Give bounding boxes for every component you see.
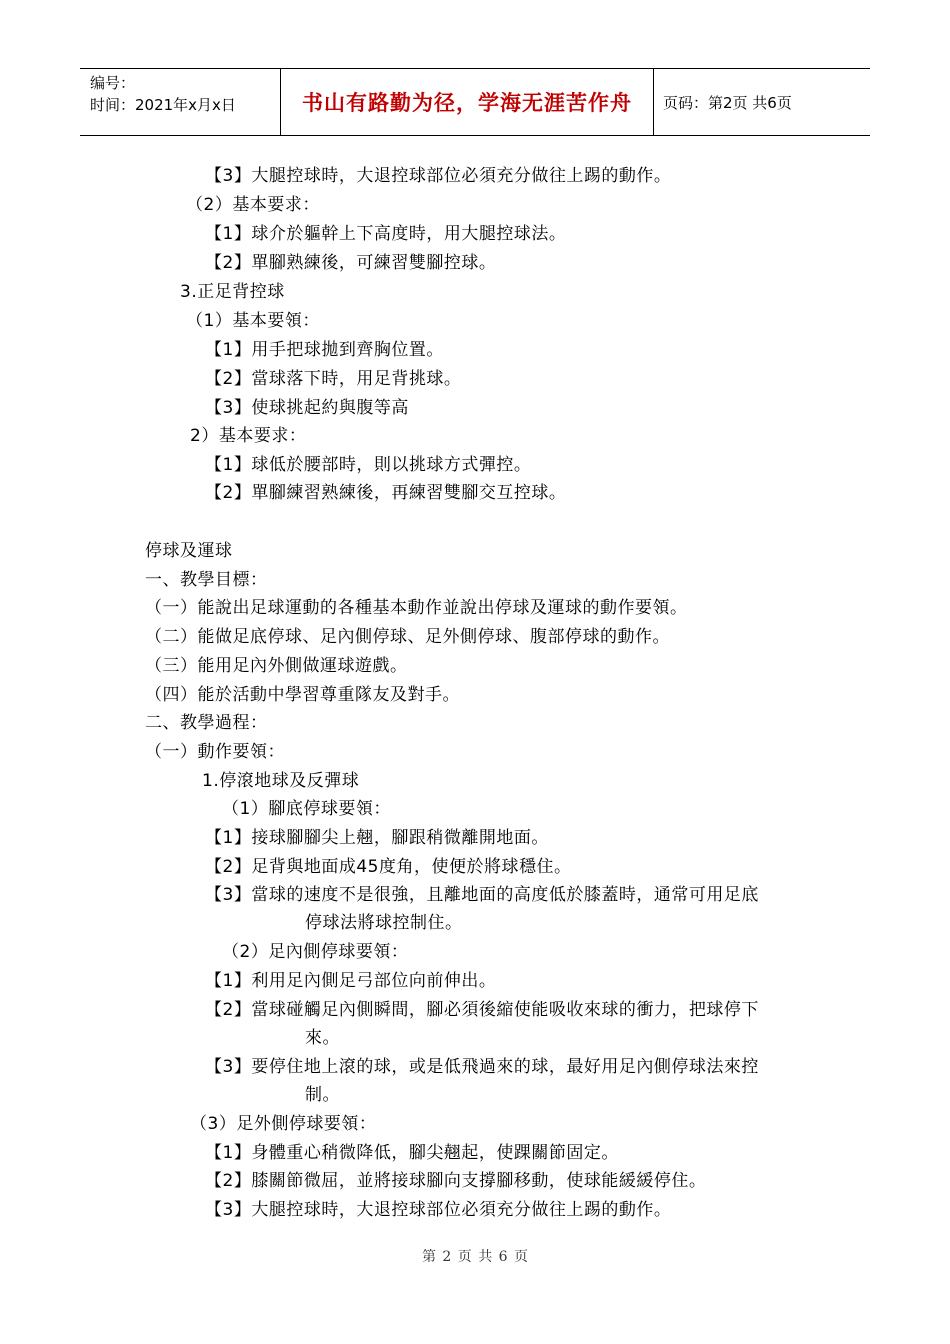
page-footer	[0, 1246, 950, 1266]
text-line: （二）能做足底停球、足內側停球、足外側停球、腹部停球的動作。	[145, 627, 670, 647]
text-line: 【2】當球落下時，用足背挑球。	[205, 369, 462, 389]
text-line: 【2】單腳練習熟練後，再練習雙腳交互控球。	[205, 483, 567, 503]
serial-label: 编号：	[90, 74, 136, 92]
text-line: （四）能於活動中學習尊重隊友及對手。	[145, 685, 460, 705]
text-line: （一）動作要領：	[145, 742, 285, 762]
text-line: 1.停滾地球及反彈球	[202, 771, 360, 791]
text-line: 2）基本要求：	[190, 426, 307, 446]
text-line: 制。	[305, 1085, 340, 1105]
footer-text: 页	[514, 1249, 529, 1265]
footer-text: 第	[421, 1249, 436, 1265]
text-line: 二、教學過程：	[145, 713, 268, 733]
text-line: 3.正足背控球	[180, 282, 285, 302]
text-line: （2）基本要求：	[186, 195, 320, 215]
page-header	[80, 68, 870, 136]
text-line: 【3】要停住地上滾的球，或是低飛過來的球，最好用足內側停球法來控	[205, 1057, 759, 1077]
text-line: 【1】球介於軀幹上下高度時，用大腿控球法。	[205, 224, 567, 244]
text-line: 【3】使球挑起約與腹等高	[205, 398, 409, 418]
text-line: 【1】用手把球拋到齊胸位置。	[205, 340, 444, 360]
footer-text: 页	[457, 1249, 472, 1265]
text-line: 【3】大腿控球時，大退控球部位必須充分做往上踢的動作。	[205, 166, 672, 186]
header-meta	[80, 69, 281, 135]
text-line: （1）基本要領：	[186, 311, 320, 331]
footer-total-pages: 6	[498, 1249, 508, 1265]
footer-text: 共	[478, 1249, 493, 1265]
text-line: 【3】大腿控球時，大退控球部位必須充分做往上踢的動作。	[205, 1200, 672, 1220]
text-line: 【1】身體重心稍微降低，腳尖翹起，使踝關節固定。	[205, 1143, 619, 1163]
text-line: 【1】利用足內側足弓部位向前伸出。	[205, 971, 497, 991]
date-label: 时间：2021年x月x日	[90, 96, 236, 114]
text-line: 來。	[305, 1028, 340, 1048]
section-title: 停球及運球	[145, 541, 233, 561]
text-line: （3）足外側停球要領：	[190, 1114, 377, 1134]
header-motto: 书山有路勤为径，学海无涯苦作舟	[281, 69, 654, 135]
text-line: 【2】膝關節微屈，並將接球腳向支撐腳移動，使球能緩緩停住。	[205, 1171, 707, 1191]
text-line: 一、教學目標：	[145, 570, 268, 590]
text-line: （三）能用足內外側做運球遊戲。	[145, 656, 408, 676]
header-page-info: 页码：第2页 共6页	[663, 93, 792, 112]
text-line: （2）足內側停球要領：	[222, 942, 409, 962]
text-line: 【2】單腳熟練後，可練習雙腳控球。	[205, 253, 497, 273]
text-line: （一）能說出足球運動的各種基本動作並說出停球及運球的動作要領。	[145, 598, 688, 618]
text-line: 【1】接球腳腳尖上翹，腳跟稍微離開地面。	[205, 828, 549, 848]
footer-page-number: 2	[442, 1249, 452, 1265]
text-line: 【1】球低於腰部時，則以挑球方式彈控。	[205, 455, 532, 475]
text-line: 【2】當球碰觸足內側瞬間，腳必須後縮使能吸收來球的衝力，把球停下	[205, 1000, 759, 1020]
text-line: 停球法將球控制住。	[305, 913, 463, 933]
text-line: 【3】當球的速度不是很強，且離地面的高度低於膝蓋時，通常可用足底	[205, 885, 759, 905]
text-line: （1）腳底停球要領：	[222, 799, 391, 819]
text-line: 【2】足背與地面成45度角，使便於將球穩住。	[205, 857, 572, 877]
